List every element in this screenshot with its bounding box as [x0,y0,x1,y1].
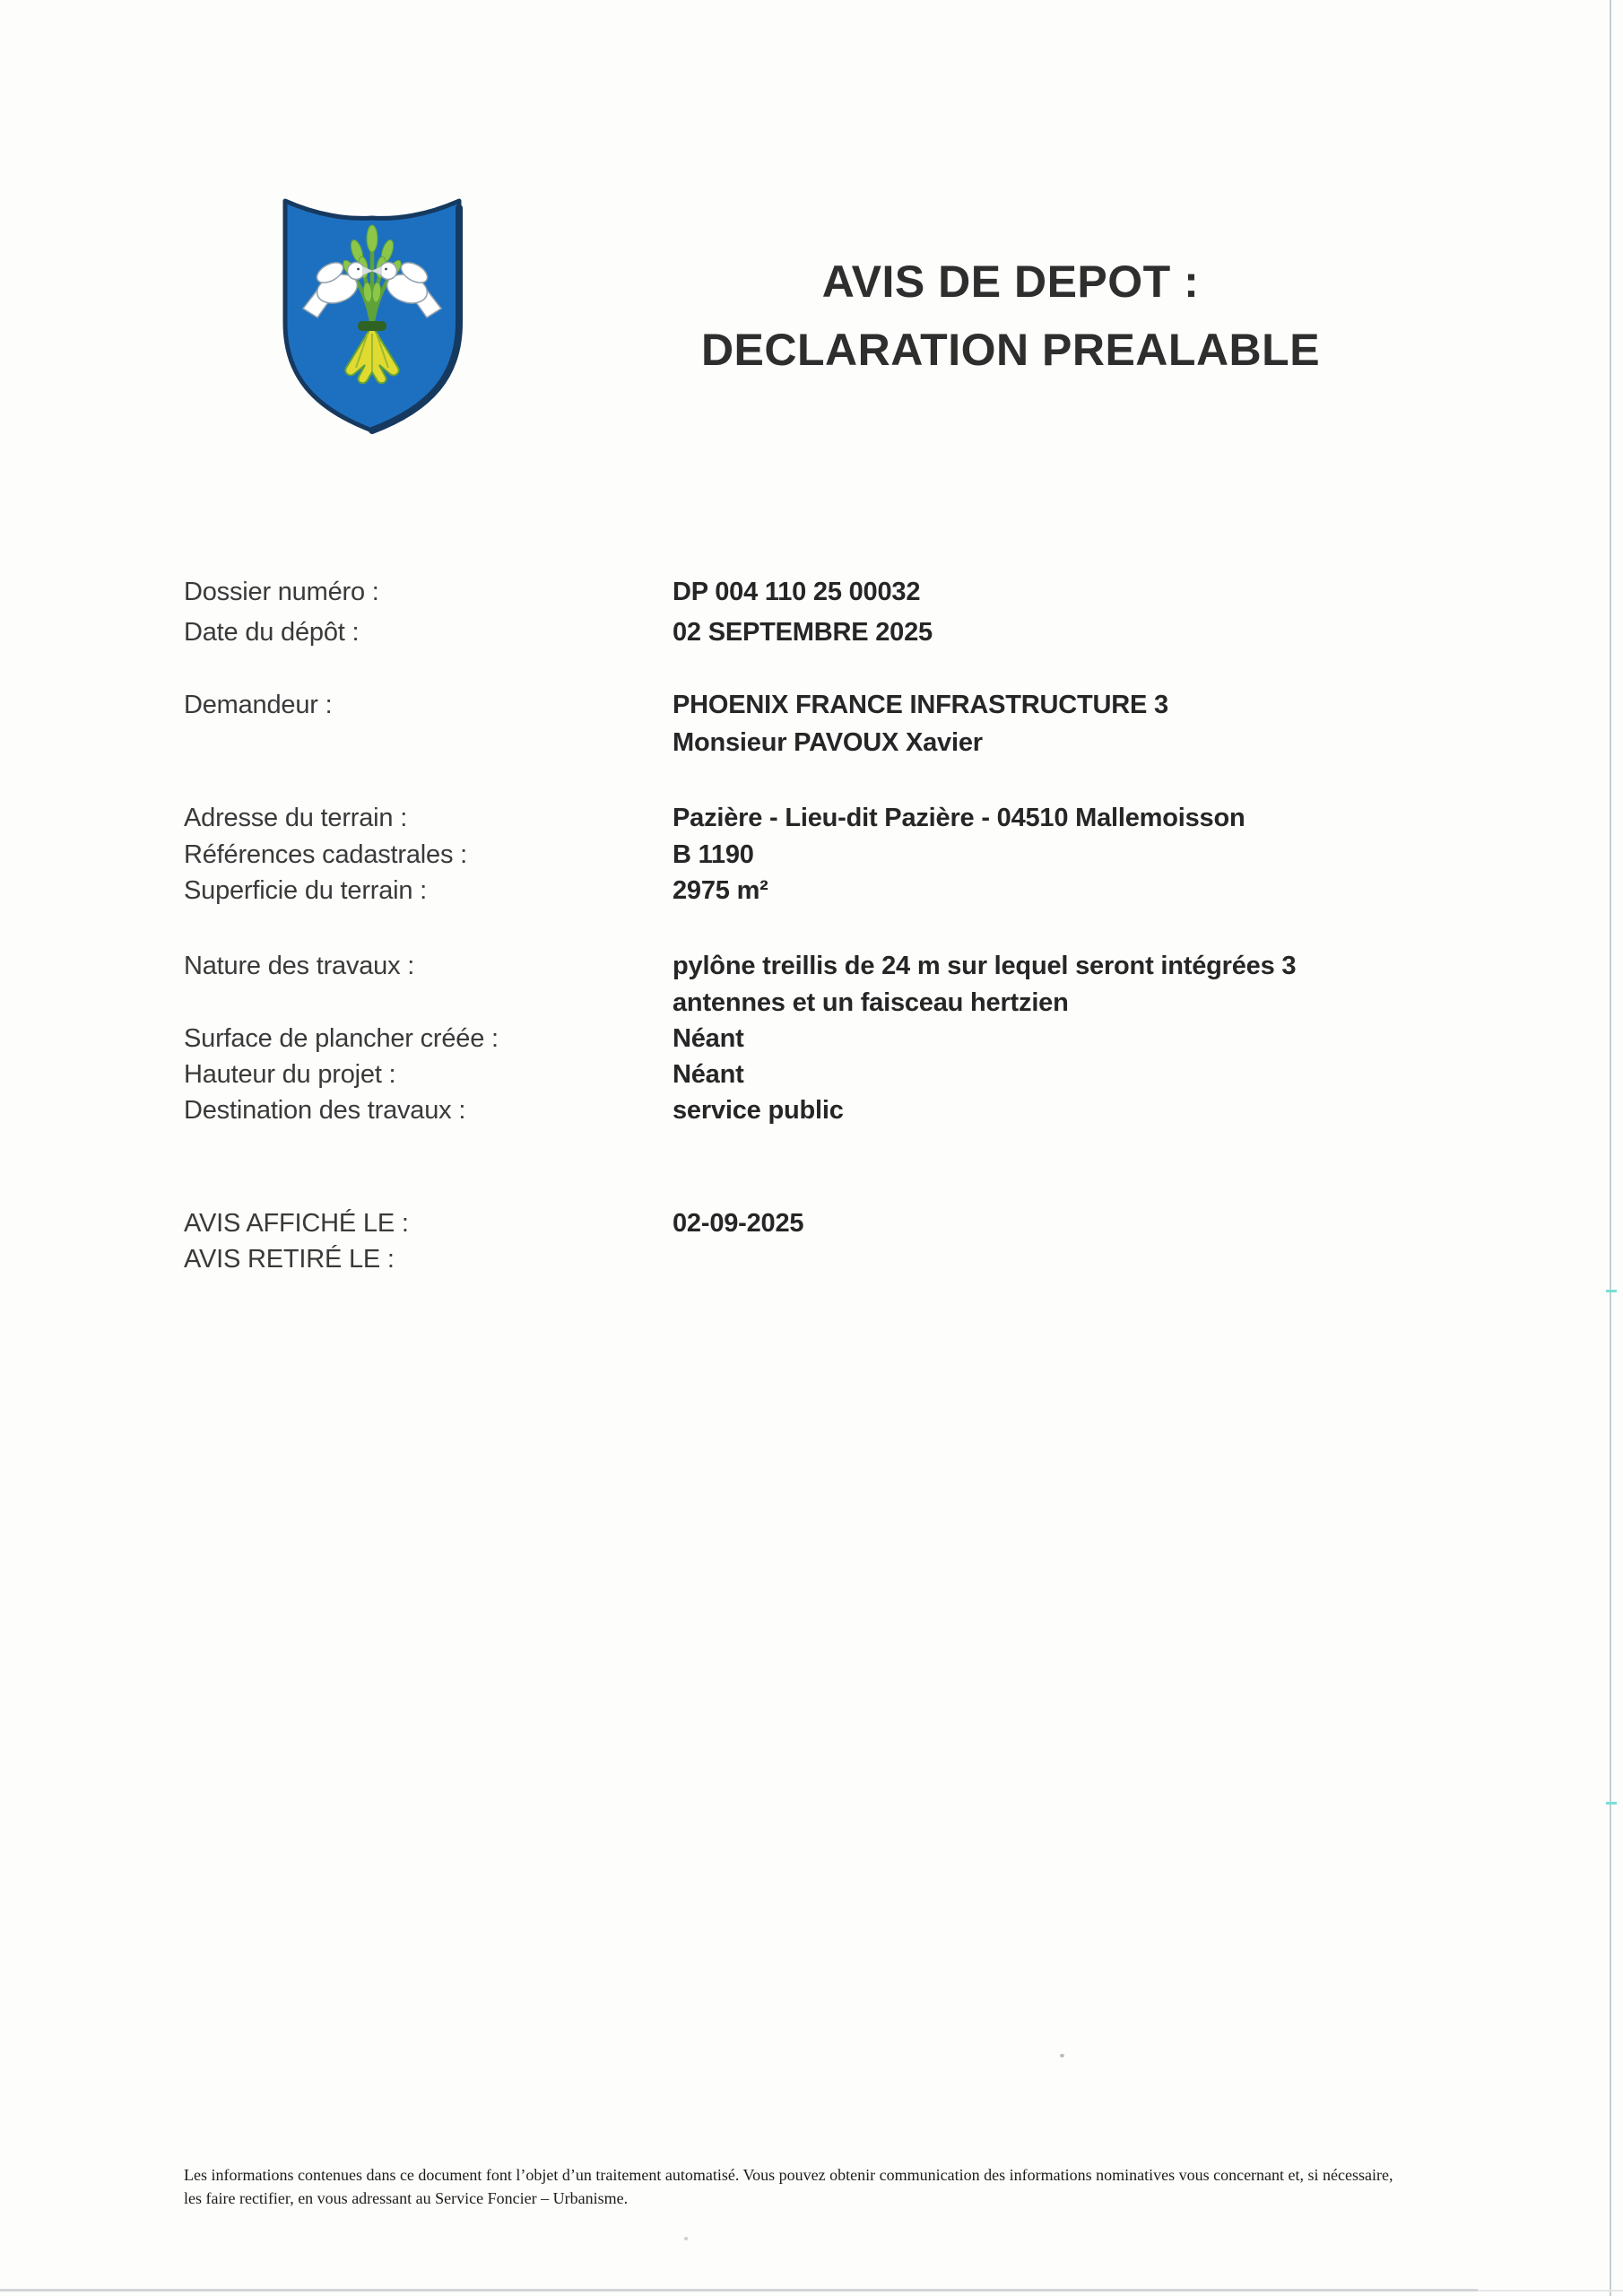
field-label: Superficie du terrain : [184,876,428,905]
field-label: AVIS RETIRÉ LE : [184,1245,395,1274]
field-label: Dossier numéro : [184,578,379,606]
field-label: Surface de plancher créée : [184,1024,499,1053]
field-label: Nature des travaux : [184,952,415,980]
field-label: Hauteur du projet : [184,1060,396,1089]
footer-line-2: les faire rectifier, en vous adressant au Service Foncier – Urbanisme. [184,2189,629,2207]
field-value: Monsieur PAVOUX Xavier [673,728,983,757]
field-row-references-cadastrales [0,837,1623,873]
scan-artifact-right-edge-line [1610,0,1611,2296]
field-row-nature-travaux-suite [0,985,1623,1021]
scan-artifact-bottom-edge-line [0,2289,1478,2292]
field-row-demandeur [0,687,1623,723]
field-value: Pazière - Lieu-dit Pazière - 04510 Mallemoisson [673,804,1245,832]
scan-artifact-bottom-edge-line-faint [1478,2290,1623,2292]
field-row-superficie-terrain [0,873,1623,909]
field-row-adresse-terrain [0,800,1623,836]
document-title [398,248,1623,384]
field-value: B 1190 [673,840,754,869]
scan-artifact-speck [1060,2054,1064,2057]
field-label: Destination des travaux : [184,1096,466,1125]
field-row-avis-retire [0,1241,1623,1277]
field-value: antennes et un faisceau hertzien [673,988,1069,1017]
field-row-avis-affiche [0,1205,1623,1241]
scan-artifact-speck [684,2237,688,2240]
field-value: DP 004 110 25 00032 [673,578,921,606]
title-line-2: DECLARATION PREALABLE [700,325,1321,375]
field-label: AVIS AFFICHÉ LE : [184,1209,409,1238]
scan-artifact-cyan-tick [1606,1290,1617,1292]
field-value: 02-09-2025 [673,1209,804,1238]
field-row-destination-travaux [0,1092,1623,1128]
field-value: Néant [673,1060,744,1089]
field-value: 2975 m² [673,876,768,905]
field-value: pylône treillis de 24 m sur lequel seront intégrées 3 [673,952,1297,980]
field-label: Références cadastrales : [184,840,467,869]
field-row-surface-plancher [0,1021,1623,1057]
field-value: 02 SEPTEMBRE 2025 [673,618,933,647]
field-value: service public [673,1096,844,1125]
field-row-demandeur-contact [0,725,1623,761]
field-label: Date du dépôt : [184,618,360,647]
title-line-1: AVIS DE DEPOT : [821,257,1200,307]
field-label: Demandeur : [184,691,333,719]
field-row-date-depot [0,614,1623,650]
field-label: Adresse du terrain : [184,804,408,832]
legal-footer [184,2163,1439,2210]
field-row-hauteur-projet [0,1057,1623,1092]
field-value: PHOENIX FRANCE INFRASTRUCTURE 3 [673,691,1168,719]
field-row-nature-travaux [0,948,1623,984]
field-value: Néant [673,1024,744,1053]
field-row-dossier-numero [0,574,1623,610]
scan-artifact-cyan-tick [1606,1802,1617,1805]
footer-line-1: Les informations contenues dans ce document font l’objet d’un traitement automatisé. Vous pouvez obtenir communication des informations nominatives vous concernant et, si nécessaire, [184,2166,1393,2184]
sheaf-band [358,321,386,331]
